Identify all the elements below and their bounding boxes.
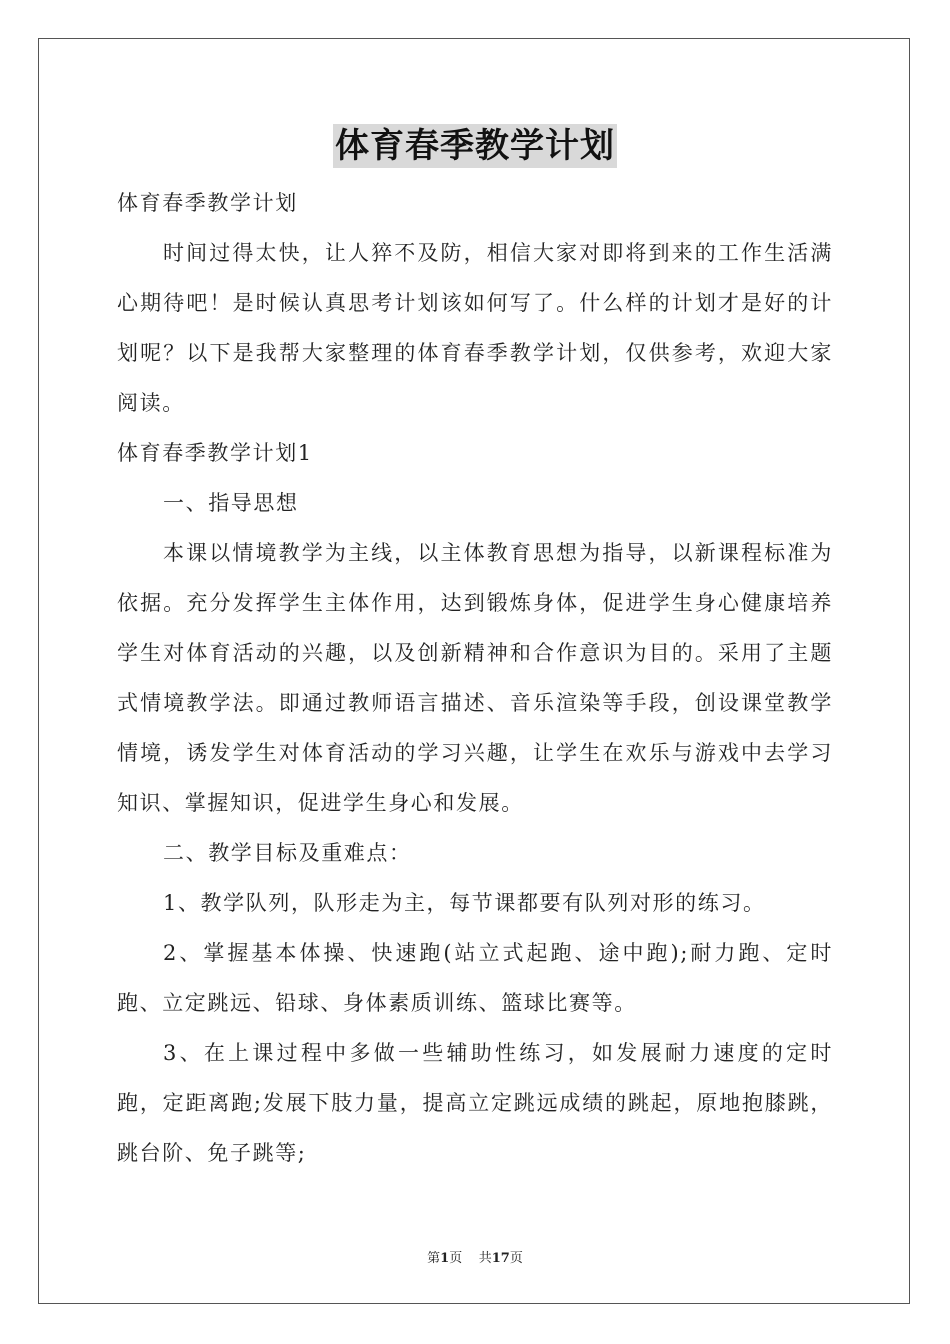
goals-heading: 二、教学目标及重难点： [163, 841, 412, 865]
page-footer [0, 1247, 950, 1266]
goal-item-1: 1、教学队列，队形走为主，每节课都要有队列对形的练习。 [163, 891, 766, 915]
page-prefix: 第 [427, 1251, 441, 1266]
title-container [0, 124, 950, 168]
total-prefix: 共 [478, 1251, 492, 1266]
goal-item-2: 2、掌握基本体操、快速跑(站立式起跑、途中跑);耐力跑、定时跑、立定跳远、铅球、身体素质训练、篮球比赛等。 [117, 941, 833, 1015]
document-title: 体育春季教学计划 [335, 126, 615, 166]
section-heading: 体育春季教学计划1 [117, 441, 313, 465]
intro-paragraph: 时间过得太快，让人猝不及防，相信大家对即将到来的工作生活满心期待吧！是时候认真思考计划该如何写了。什么样的计划才是好的计划呢？以下是我帮大家整理的体育春季教学计划，仅供参考，欢迎大家阅读。 [117, 241, 833, 415]
total-pages: 17 [491, 1251, 510, 1266]
subtitle-paragraph: 体育春季教学计划 [117, 191, 298, 215]
document-body [117, 178, 833, 1178]
page-number: 1 [440, 1251, 450, 1266]
goal-item-3: 3、在上课过程中多做一些辅助性练习，如发展耐力速度的定时跑，定距离跑;发展下肢力量，提高立定跳远成绩的跳起，原地抱膝跳，跳台阶、免子跳等; [117, 1041, 833, 1165]
guiding-ideas-heading: 一、指导思想 [163, 491, 299, 515]
guiding-ideas-paragraph: 本课以情境教学为主线，以主体教育思想为指导，以新课程标准为依据。充分发挥学生主体作用，达到锻炼身体，促进学生身心健康培养学生对体育活动的兴趣，以及创新精神和合作意识为目的。采用了主题式情境教学法。即通过教师语言描述、音乐渲染等手段，创设课堂教学情境，诱发学生对体育活动的学习兴趣，让学生在欢乐与游戏中去学习知识、掌握知识，促进学生身心和发展。 [117, 541, 833, 815]
total-suffix: 页 [509, 1251, 523, 1266]
page-suffix: 页 [449, 1251, 463, 1266]
